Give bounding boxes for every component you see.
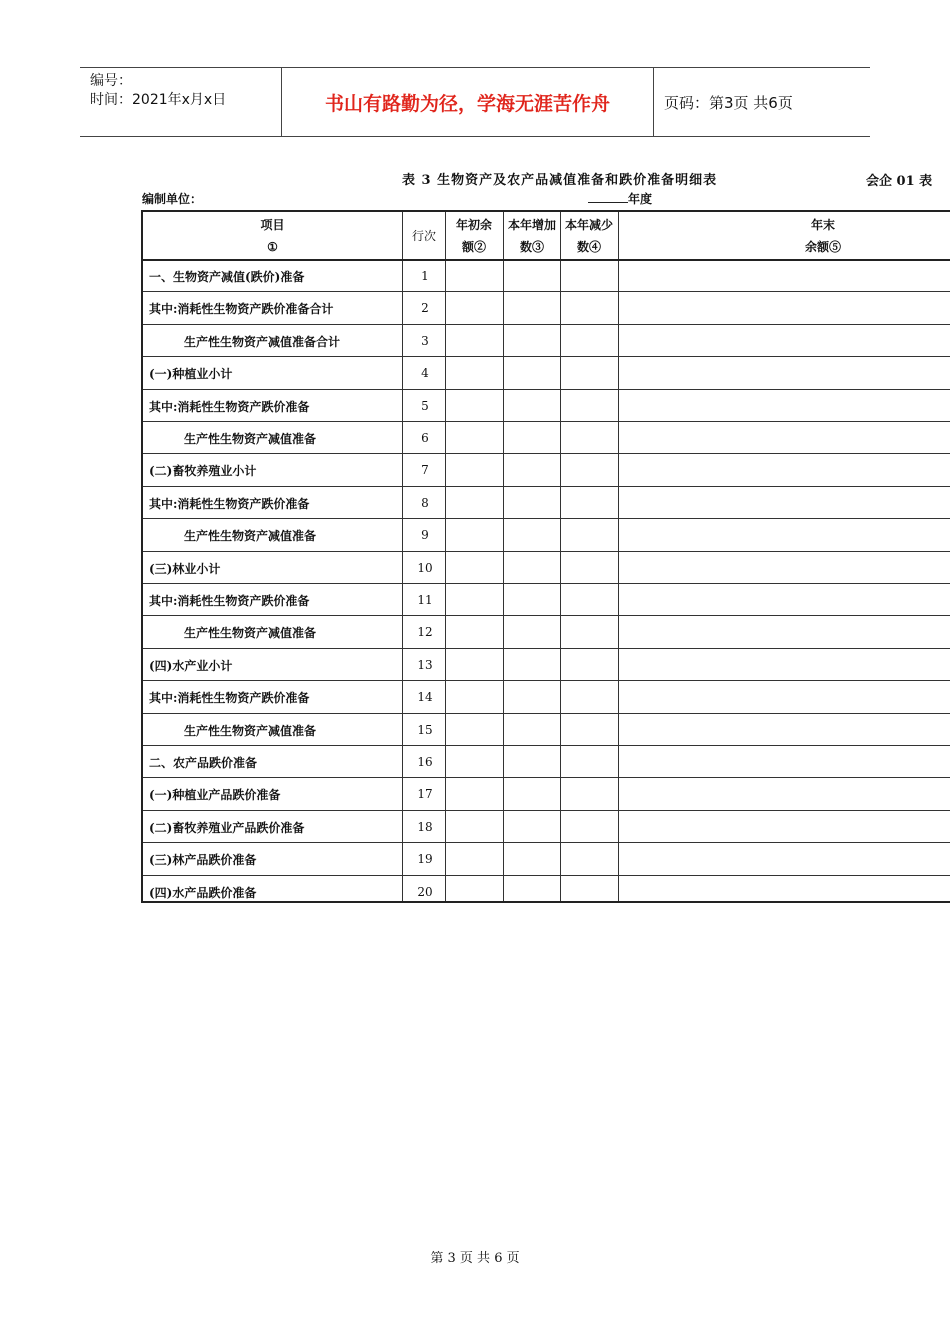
row-label: 生产性生物资产减值准备 <box>184 626 317 641</box>
row-label: 其中:消耗性生物资产跌价准备 <box>149 594 310 608</box>
row-label: 其中:消耗性生物资产跌价准备合计 <box>149 302 334 317</box>
column-divider <box>503 212 504 901</box>
row-divider <box>143 777 950 778</box>
header-increase-label-2: 数③ <box>519 240 544 254</box>
row-label: (三)林业小计 <box>149 561 221 576</box>
header-end <box>618 214 950 258</box>
header-end-label-2: 余额⑤ <box>804 240 841 254</box>
row-number: 4 <box>421 366 429 381</box>
row-label: 生产性生物资产减值准备 <box>184 529 317 544</box>
row-divider <box>143 648 950 649</box>
row-label: (二)畜牧养殖业产品跌价准备 <box>149 820 305 835</box>
row-number: 16 <box>417 755 433 769</box>
row-number: 10 <box>417 560 433 575</box>
row-label: 其中:消耗性生物资产跌价准备 <box>149 399 310 414</box>
header-item-number: ① <box>267 240 278 254</box>
row-label: (三)林产品跌价准备 <box>149 853 257 868</box>
row-number: 5 <box>421 398 429 413</box>
header-item-label: 项目 <box>260 218 285 232</box>
row-divider <box>143 356 950 357</box>
row-divider <box>143 551 950 552</box>
year-label <box>588 190 652 207</box>
header-line: 行次 <box>411 229 436 243</box>
row-number: 1 <box>421 269 429 283</box>
column-divider <box>560 212 561 901</box>
row-divider <box>143 875 950 876</box>
header-decrease-label-2: 数④ <box>576 240 601 254</box>
row-label: (一)种植业小计 <box>149 367 233 382</box>
row-number: 3 <box>421 333 429 348</box>
number-label: 编号： <box>90 73 132 89</box>
row-label: (二)畜牧养殖业小计 <box>149 464 257 479</box>
column-divider <box>618 212 619 901</box>
row-number: 15 <box>417 722 433 737</box>
row-number: 14 <box>417 690 433 705</box>
header-begin-label-2: 额② <box>461 240 486 254</box>
year-suffix: 年度 <box>628 192 653 206</box>
row-number: 11 <box>417 593 433 607</box>
row-divider <box>143 389 950 390</box>
row-divider <box>143 842 950 843</box>
row-divider <box>143 810 950 811</box>
motto: 书山有路勤为径，学海无涯苦作舟 <box>282 68 654 136</box>
time-label: 时间：2021年x月x日 <box>90 92 227 108</box>
row-divider <box>143 324 950 325</box>
row-number: 18 <box>417 819 433 834</box>
header-meta <box>80 68 282 136</box>
row-divider <box>143 421 950 422</box>
row-number: 9 <box>421 528 429 543</box>
detail-table <box>141 210 950 903</box>
row-label: 一、生物资产减值(跌价)准备 <box>149 270 305 284</box>
header-increase-label: 本年增加 <box>507 218 556 232</box>
row-label: 生产性生物资产减值准备 <box>184 723 317 738</box>
row-divider <box>143 615 950 616</box>
row-label: 其中:消耗性生物资产跌价准备 <box>149 496 310 511</box>
form-title: 表 3 生物资产及农产品减值准备和跌价准备明细表 <box>402 173 718 188</box>
form-code: 会企 01 表 <box>866 174 933 189</box>
row-label: 其中:消耗性生物资产跌价准备 <box>149 691 310 706</box>
row-number: 17 <box>417 787 433 802</box>
header-decrease-label: 本年减少 <box>564 218 613 232</box>
row-label: 生产性生物资产减值准备 <box>184 432 317 446</box>
header-decrease <box>560 214 618 258</box>
row-divider <box>143 486 950 487</box>
row-number: 19 <box>417 852 433 867</box>
row-number: 7 <box>421 463 429 478</box>
header-end-label: 年末 <box>810 218 835 232</box>
row-divider <box>143 713 950 714</box>
document-header <box>80 67 870 137</box>
header-begin <box>445 214 503 258</box>
row-label: (四)水产业小计 <box>149 658 233 673</box>
row-number: 6 <box>421 431 429 445</box>
header-begin-label: 年初余 <box>455 218 492 232</box>
row-divider <box>143 745 950 746</box>
header-divider <box>143 259 950 261</box>
row-number: 2 <box>421 301 429 316</box>
row-label: 二、农产品跌价准备 <box>149 756 258 770</box>
header-increase <box>503 214 561 258</box>
unit-label: 编制单位： <box>142 192 203 206</box>
row-number: 20 <box>417 884 433 899</box>
page-footer: 第 3 页 共 6 页 <box>430 1251 520 1266</box>
row-divider <box>143 680 950 681</box>
row-number: 8 <box>421 495 429 510</box>
page-info: 页码：第3页 共6页 <box>664 93 793 112</box>
row-divider <box>143 291 950 292</box>
row-number: 13 <box>417 657 433 672</box>
row-divider <box>143 453 950 454</box>
row-label: (四)水产品跌价准备 <box>149 885 257 900</box>
row-label: 生产性生物资产减值准备合计 <box>184 334 341 349</box>
row-number: 12 <box>417 625 433 640</box>
row-label: (一)种植业产品跌价准备 <box>149 788 281 803</box>
row-divider <box>143 583 950 584</box>
header-item <box>143 214 402 258</box>
row-divider <box>143 518 950 519</box>
